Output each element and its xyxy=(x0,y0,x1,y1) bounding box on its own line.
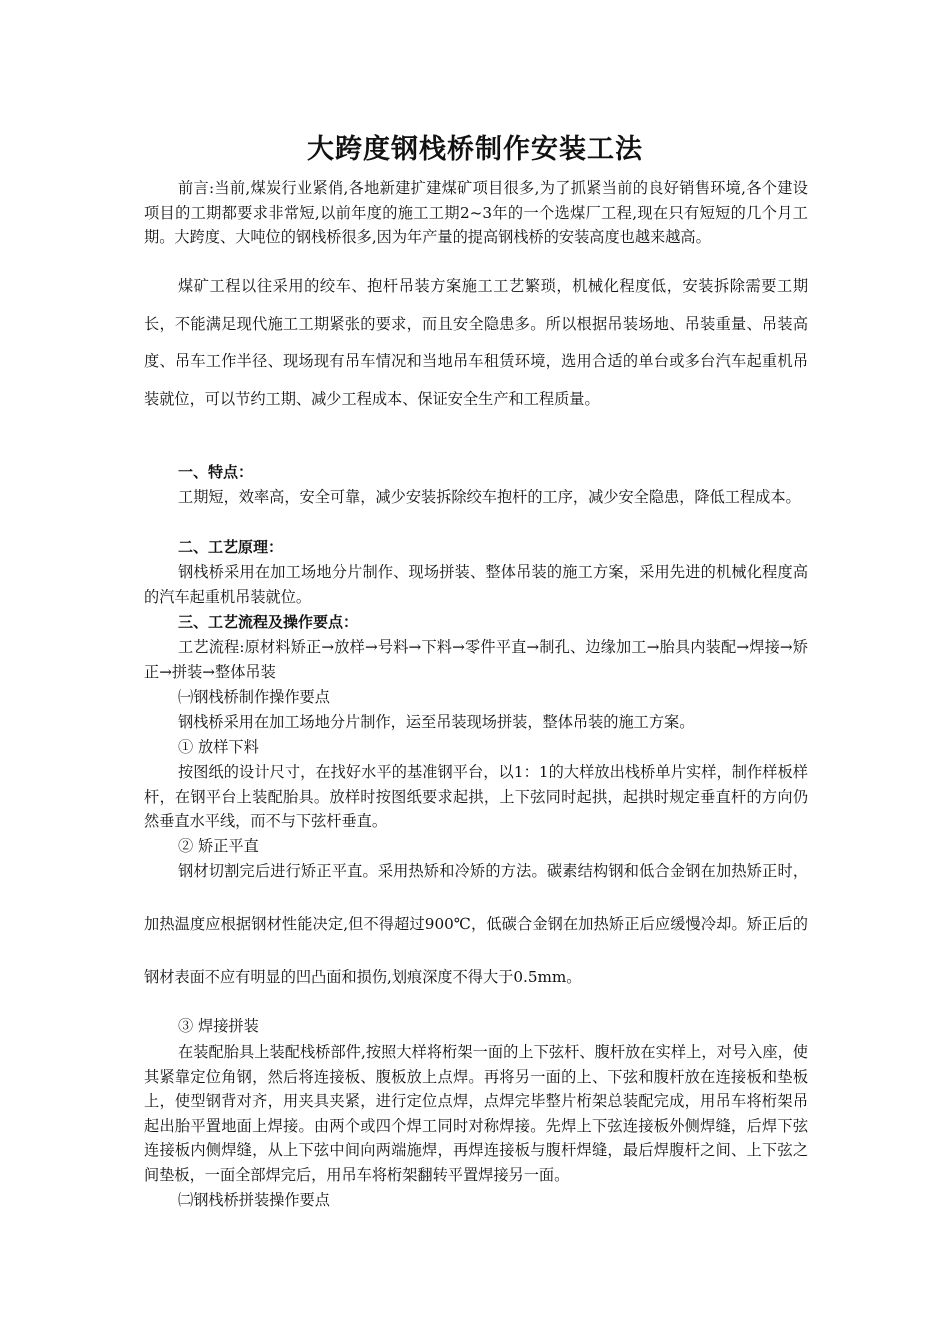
document-title: 大跨度钢栈桥制作安装工法 xyxy=(307,134,643,165)
process-flow-text: 工艺流程:原材料矫正→放样→号料→下料→零件平直→制孔、边缘加工→胎具内装配→焊接→矫正→拼装→整体吊装 xyxy=(144,638,808,681)
preface-paragraph-2: 煤矿工程以往采用的绞车、抱杆吊装方案施工工艺繁琐，机械化程度低，安装拆除需要工期长，不能满足现代施工工期紧张的要求，而且安全隐患多。所以根据吊装场地、吊装重量、吊装高度、吊车工作半径、现场现有吊车情况和当地吊车租赁环境，选用合适的单台或多台汽车起重机吊装就位，可以节约工期、减少工程成本、保证安全生产和工程质量。 xyxy=(144,277,808,408)
item-1-heading: ① 放样下料 xyxy=(178,738,259,756)
item-3-heading: ③ 焊接拼装 xyxy=(178,1017,259,1035)
item-1-text: 按图纸的设计尺寸，在找好水平的基准钢平台，以1：1的大样放出栈桥单片实样，制作样板样杆，在钢平台上装配胎具。放样时按图纸要求起拱，上下弦同时起拱，起拱时规定垂直杆的方向仍然垂直水平线，而不与下弦杆垂直。 xyxy=(144,763,808,830)
item-2-text: 钢材切割完后进行矫正平直。采用热矫和冷矫的方法。碳素结构钢和低合金钢在加热矫正时，加热温度应根据钢材性能决定,但不得超过900℃，低碳合金钢在加热矫正后应缓慢冷却。矫正后的钢材表面不应有明显的凹凸面和损伤,划痕深度不得大于0.5mm。 xyxy=(144,862,808,986)
section-1-text: 工期短，效率高，安全可靠，减少安装拆除绞车抱杆的工序，减少安全隐患，降低工程成本。 xyxy=(178,488,801,506)
item-3-text: 在装配胎具上装配栈桥部件,按照大样将桁架一面的上下弦杆、腹杆放在实样上，对号入座，使其紧靠定位角钢，然后将连接板、腹板放上点焊。再将另一面的上、下弦和腹杆放在连接板和垫板上，使型钢背对齐，用夹具夹紧，进行定位点焊，点焊完毕整片桁架总装配完成，用吊车将桁架吊起出胎平置地面上焊接。由两个或四个焊工同时对称焊接。先焊上下弦连接板外侧焊缝，后焊下弦连接板内侧焊缝，从上下弦中间向两端施焊，再焊连接板与腹杆焊缝，最后焊腹杆之间、上下弦之间垫板，一面全部焊完后，用吊车将桁架翻转平置焊接另一面。 xyxy=(144,1043,808,1184)
section-2-text: 钢栈桥采用在加工场地分片制作、现场拼装、整体吊装的施工方案，采用先进的机械化程度高的汽车起重机吊装就位。 xyxy=(144,563,808,606)
item-2-heading: ② 矫正平直 xyxy=(178,837,259,855)
subsection-2-heading: ㈡钢栈桥拼装操作要点 xyxy=(178,1191,330,1209)
subsection-1-heading: ㈠钢栈桥制作操作要点 xyxy=(178,688,330,706)
section-1-heading: 一、特点： xyxy=(178,463,254,481)
subsection-1-text: 钢栈桥采用在加工场地分片制作，运至吊装现场拼装，整体吊装的施工方案。 xyxy=(178,713,695,731)
section-2-heading: 二、工艺原理： xyxy=(178,538,284,556)
preface-paragraph-1: 前言:当前,煤炭行业紧俏,各地新建扩建煤矿项目很多,为了抓紧当前的良好销售环境,各个建设项目的工期都要求非常短,以前年度的施工工期2~3年的一个选煤厂工程,现在只有短短的几个月工期。大跨度、大吨位的钢栈桥很多,因为年产量的提高钢栈桥的安装高度也越来越高。 xyxy=(144,179,808,246)
section-3-heading: 三、工艺流程及操作要点： xyxy=(178,613,359,631)
